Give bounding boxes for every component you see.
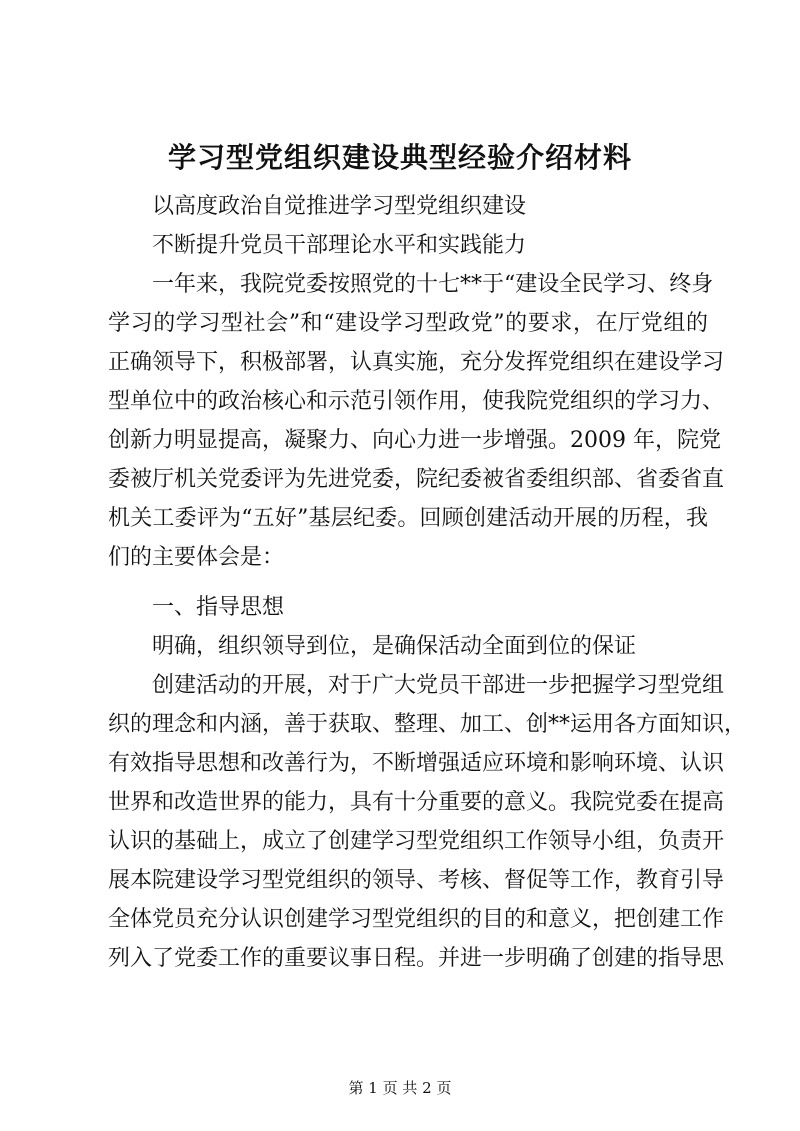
body-line: 织的理念和内涵，善于获取、整理、加工、创**运用各方面知识， bbox=[108, 712, 747, 737]
body-line: 认识的基础上，成立了创建学习型党组织工作领导小组，负责开 bbox=[108, 829, 725, 854]
body-line: 委被厅机关党委评为先进党委，院纪委被省委组织部、省委省直 bbox=[108, 467, 725, 492]
body-line: 列入了党委工作的重要议事日程。并进一步明确了创建的指导思 bbox=[108, 946, 725, 971]
body-line: 一年来，我院党委按照党的十七**于“建设全民学习、终身 bbox=[152, 272, 714, 297]
body-line: 创建活动的开展，对于广大党员干部进一步把握学习型党组 bbox=[152, 673, 725, 698]
section-heading: 一、指导思想 bbox=[152, 595, 285, 620]
body-line: 有效指导思想和改善行为，不断增强适应环境和影响环境、认识 bbox=[108, 751, 725, 776]
body-line: 们的主要体会是： bbox=[108, 545, 285, 570]
body-line: 正确领导下，积极部署，认真实施，充分发挥党组织在建设学习 bbox=[108, 350, 725, 375]
body-line: 不断提升党员干部理论水平和实践能力 bbox=[152, 233, 527, 258]
body-line: 型单位中的政治核心和示范引领作用，使我院党组织的学习力、 bbox=[108, 389, 725, 414]
page-number: 第 1 页 共 2 页 bbox=[348, 1079, 452, 1097]
body-line: 创新力明显提高，凝聚力、向心力进一步增强。2009 年，院党 bbox=[108, 428, 721, 453]
body-line: 展本院建设学习型党组织的领导、考核、督促等工作，教育引导 bbox=[108, 868, 725, 893]
body-line: 全体党员充分认识创建学习型党组织的目的和意义，把创建工作 bbox=[108, 907, 725, 932]
body-line: 学习的学习型社会”和“建设学习型政党”的要求，在厅党组的 bbox=[108, 311, 708, 336]
body-line: 世界和改造世界的能力，具有十分重要的意义。我院党委在提高 bbox=[108, 790, 725, 815]
body-line: 以高度政治自觉推进学习型党组织建设 bbox=[152, 194, 527, 219]
body-line: 明确，组织领导到位，是确保活动全面到位的保证 bbox=[152, 634, 637, 659]
body-line: 机关工委评为“五好”基层纪委。回顾创建活动开展的历程，我 bbox=[108, 506, 708, 531]
document-title: 学习型党组织建设典型经验介绍材料 bbox=[167, 141, 632, 174]
